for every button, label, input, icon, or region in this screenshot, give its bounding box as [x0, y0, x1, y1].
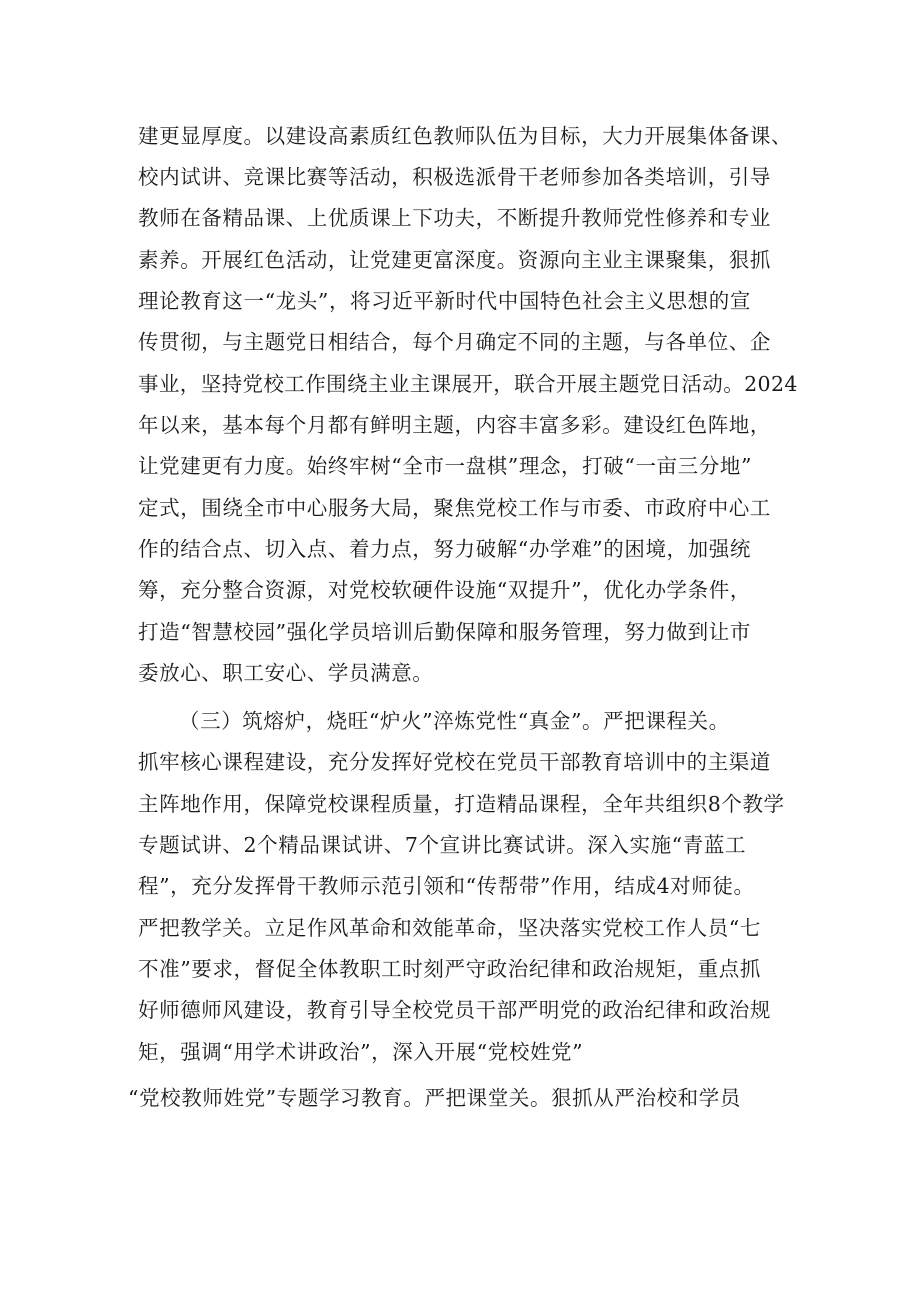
- text-line-3: 教师在备精品课、上优质课上下功夫，不断提升教师党性修养和专业: [138, 206, 771, 230]
- text-line-2: 校内试讲、竞课比赛等活动，积极选派骨干老师参加各类培训，引导: [138, 165, 771, 189]
- text-line-20: 严把教学关。立足作风革命和效能革命，坚决落实党校工作人员“七: [138, 916, 761, 940]
- text-line-19: 程”，充分发挥骨干教师示范引领和“传帮带”作用，结成4对师徒。: [138, 874, 755, 898]
- text-line-24: “党校教师姓党”专题学习教育。严把课堂关。狠抓从严治校和学员: [128, 1086, 741, 1110]
- text-line-9: 让党建更有力度。始终牢树“全市一盘棋”理念，打破“一亩三分地”: [138, 454, 753, 478]
- text-line-8: 年以来，基本每个月都有鲜明主题，内容丰富多彩。建设红色阵地，: [138, 413, 771, 437]
- text-line-16: 抓牢核心课程建设，充分发挥好党校在党员干部教育培训中的主渠道: [138, 750, 771, 774]
- text-line-17: 主阵地作用，保障党校课程质量，打造精品课程，全年共组织8个教学: [138, 792, 785, 816]
- text-line-13: 打造“智慧校园”强化学员培训后勤保障和服务管理，努力做到让市: [138, 620, 751, 644]
- text-line-11: 作的结合点、切入点、着力点，努力破解“办学难”的困境，加强统: [138, 537, 751, 561]
- text-line-4: 素养。开展红色活动，让党建更富深度。资源向主业主课聚集，狠抓: [138, 248, 771, 272]
- text-line-1: 建更显厚度。以建设高素质红色教师队伍为目标，大力开展集体备课、: [138, 124, 793, 148]
- text-line-10: 定式，围绕全市中心服务大局，聚焦党校工作与市委、市政府中心工: [138, 496, 771, 520]
- text-line-7: 事业，坚持党校工作围绕主业主课展开，联合开展主题党日活动。2024: [138, 372, 798, 396]
- text-line-5: 理论教育这一“龙头”，将习近平新时代中国特色社会主义思想的宣: [138, 289, 751, 313]
- text-line-12: 筹，充分整合资源，对党校软硬件设施“双提升”，优化办学条件，: [138, 578, 751, 602]
- text-line-21: 不准”要求，督促全体教职工时刻严守政治纪律和政治规矩，重点抓: [138, 957, 761, 981]
- text-line-22: 好师德师风建设，教育引导全校党员干部严明党的政治纪律和政治规: [138, 998, 771, 1022]
- text-line-18: 专题试讲、2个精品课试讲、7个宣讲比赛试讲。深入实施“青蓝工: [138, 833, 747, 857]
- section-heading-3: （三）筑熔炉，烧旺“炉火”淬炼党性“真金”。严把课程关。: [179, 709, 730, 733]
- text-line-14: 委放心、职工安心、学员满意。: [138, 661, 434, 685]
- text-line-23: 矩，强调“用学术讲政治”，深入开展“党校姓党”: [138, 1040, 584, 1064]
- text-line-6: 传贯彻，与主题党日相结合，每个月确定不同的主题，与各单位、企: [138, 330, 771, 354]
